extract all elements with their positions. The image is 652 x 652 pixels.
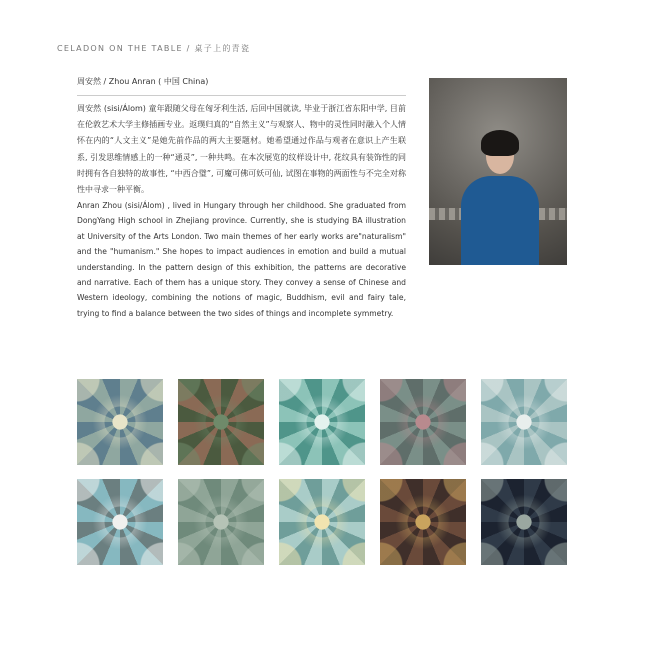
pattern-tile [178, 479, 264, 565]
pattern-tile [481, 379, 567, 465]
pattern-tile [77, 479, 163, 565]
pattern-tile [380, 379, 466, 465]
pattern-tile [279, 479, 365, 565]
pattern-tile [77, 379, 163, 465]
bio-english: Anran Zhou (sisi/Álom) , lived in Hungary through her childhood. She graduated from DongYang High school in Zhejiang province. Currently, she is studying BA illustration at University of the Arts London. Two main themes of her early works are"naturalism" and the "humanism." She hopes to impact audiences in emotion and build a mutual understanding. In the pattern design of this exhibition, the patterns are decorative and narrative. Each of them has a unique story. They convey a sense of Chinese and Western ideology, combining the notions of magic, Buddhism, evil and fairy tale, trying to find a balance between the two sides of things and incomplete symmetry. [77, 201, 406, 318]
artist-name: 周安然 / Zhou Anran ( 中国 China) [77, 77, 209, 86]
pattern-ornament [380, 479, 466, 565]
pattern-ornament [279, 479, 365, 565]
portrait-figure-hair [481, 130, 519, 156]
artist-portrait [429, 78, 567, 265]
pattern-tile [279, 379, 365, 465]
page-header: CELADON ON THE TABLE / 桌子上的青瓷 [57, 44, 251, 53]
bio-chinese: 周安然 (sisi/Álom) 童年跟随父母在匈牙利生活, 后回中国就读, 毕业于浙江省东阳中学, 目前在伦敦艺术大学主修插画专业。返璞归真的“自然主义”与观察人、物中的灵性同时融入个人情怀在内的“人文主义”是她先前作品的两大主要题材。她希望通过作品与观者在意识上产生联系, 引发思维情感上的一种“通灵”, 一种共鸣。在本次展览的纹样设计中, 花纹具有装饰性的同时拥有各自独特的故事性, “中西合璧”, 可魔可佛可妖可仙, 试图在事物的两面性与不完全对称性中寻求一种平衡。 [77, 104, 406, 195]
pattern-ornament [178, 379, 264, 465]
pattern-ornament [77, 379, 163, 465]
pattern-tile [380, 479, 466, 565]
pattern-ornament [279, 379, 365, 465]
pattern-ornament [77, 479, 163, 565]
pattern-ornament [380, 379, 466, 465]
pattern-ornament [481, 479, 567, 565]
portrait-figure-body [461, 176, 539, 265]
pattern-tile [481, 479, 567, 565]
pattern-tile [178, 379, 264, 465]
pattern-ornament [481, 379, 567, 465]
pattern-ornament [178, 479, 264, 565]
divider [77, 95, 406, 96]
